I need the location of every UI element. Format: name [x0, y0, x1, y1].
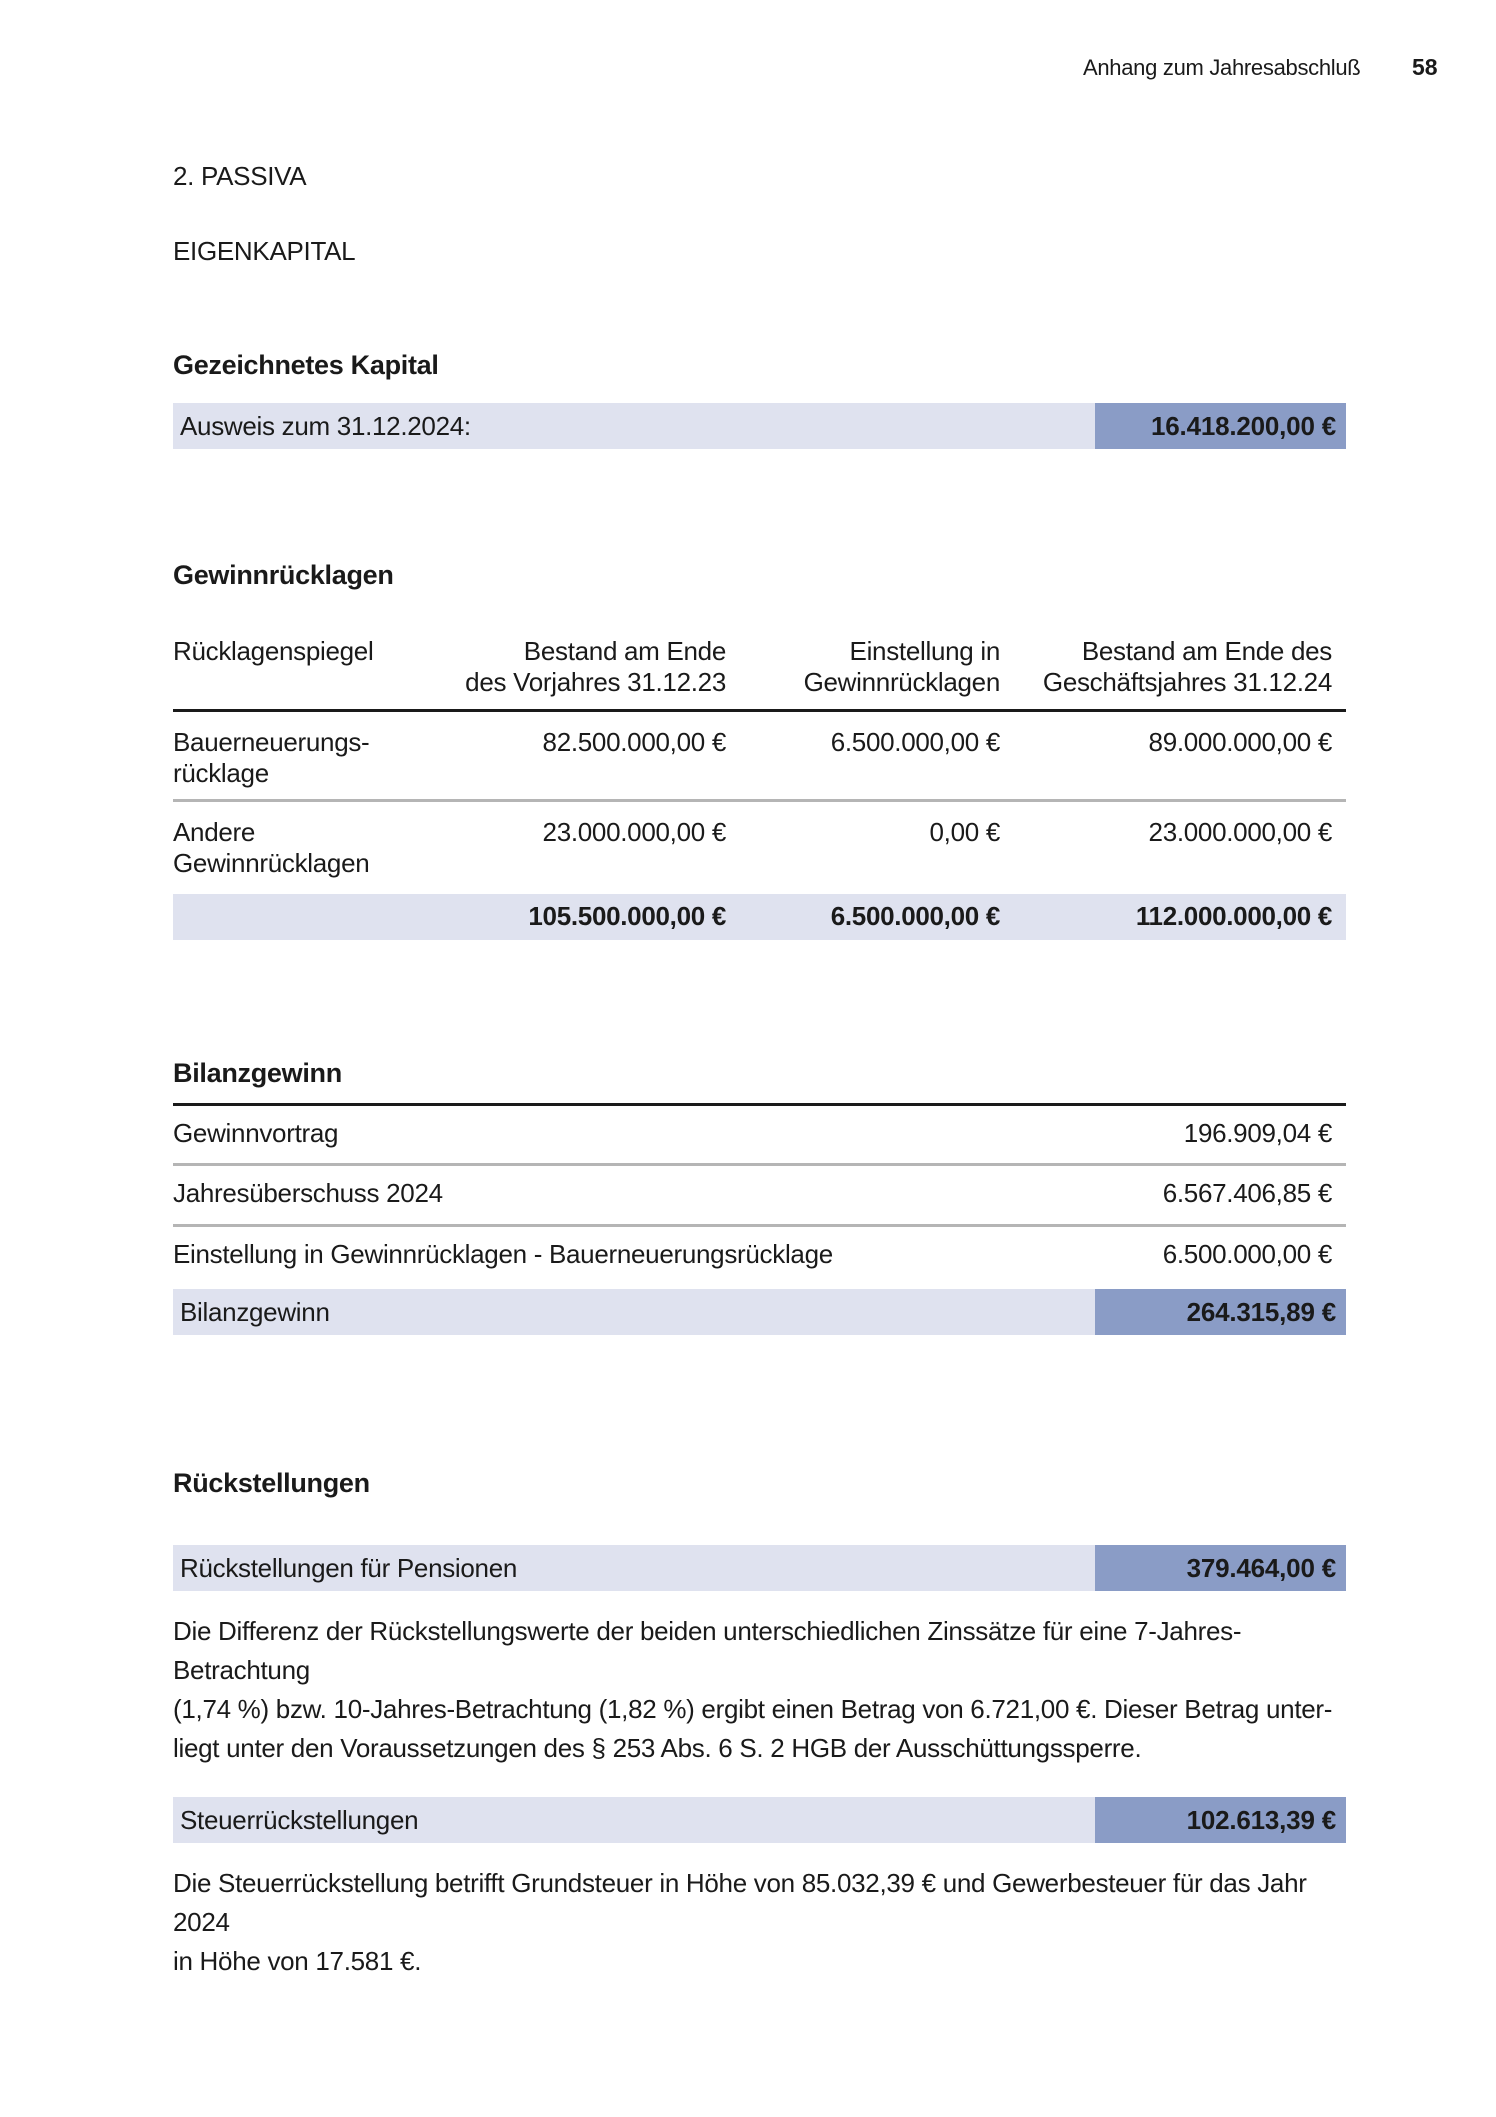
total-end: 112.000.000,00 € [1135, 901, 1332, 931]
row-label: Gewinnvortrag [173, 1118, 339, 1148]
row-label: Andere Gewinnrücklagen [173, 817, 370, 878]
col-header-ruecklagenspiegel: Rücklagenspiegel [173, 636, 374, 666]
pensionen-label: Rückstellungen für Pensionen [180, 1553, 518, 1583]
gezeichnetes-kapital-title: Gezeichnetes Kapital [173, 350, 439, 380]
pensionen-explanation: Die Differenz der Rückstellungswerte der beiden unterschiedlichen Zinssätze für eine 7-Jahres-Betrachtung (1,74 %) bzw. 10-Jahres-Betrachtung (1,82 %) ergibt einen Betrag von 6.721,00 €. Dieser Betrag unter- liegt unter den Voraussetzungen des § 253 Abs. 6 S. 2 HGB der Ausschüttungssperre. [173, 1616, 1333, 1763]
bilanzgewinn-top-rule [173, 1103, 1346, 1106]
section-subheading: EIGENKAPITAL [173, 236, 356, 266]
steuer-value: 102.613,39 € [1186, 1805, 1336, 1835]
pensionen-value: 379.464,00 € [1186, 1553, 1336, 1583]
rueckstellungen-title: Rückstellungen [173, 1468, 370, 1498]
row-value: 6.567.406,85 € [1162, 1178, 1332, 1208]
total-prev: 105.500.000,00 € [528, 901, 726, 931]
row-prev: 82.500.000,00 € [542, 727, 726, 757]
bilanzgewinn-total-label: Bilanzgewinn [180, 1297, 330, 1327]
bilanzgewinn-total-bar [173, 1289, 1346, 1335]
steuer-label: Steuerrückstellungen [180, 1805, 419, 1835]
row-label: Jahresüberschuss 2024 [173, 1178, 443, 1208]
row-divider [173, 1224, 1346, 1227]
gezeichnetes-kapital-bar [173, 403, 1346, 449]
gezeichnetes-kapital-value-box [1095, 403, 1346, 449]
section-heading: 2. PASSIVA [173, 161, 307, 191]
bilanzgewinn-title: Bilanzgewinn [173, 1058, 342, 1088]
running-header-title: Anhang zum Jahresabschluß [1083, 55, 1361, 80]
row-value: 6.500.000,00 € [1162, 1239, 1332, 1269]
gewinnruecklagen-title: Gewinnrücklagen [173, 560, 394, 590]
steuer-value-box [1095, 1797, 1346, 1843]
col-header-einstellung: Einstellung in Gewinnrücklagen [803, 636, 1000, 697]
row-label: Einstellung in Gewinnrücklagen - Bauerneuerungsrücklage [173, 1239, 833, 1269]
bilanzgewinn-total-value: 264.315,89 € [1186, 1297, 1336, 1327]
col-header-vorjahr: Bestand am Ende des Vorjahres 31.12.23 [465, 636, 726, 697]
pensionen-value-box [1095, 1545, 1346, 1591]
table-total-row [173, 894, 1346, 940]
bilanzgewinn-total-value-box [1095, 1289, 1346, 1335]
row-add: 0,00 € [929, 817, 1000, 847]
table-header-rule [173, 709, 1346, 712]
page-number: 58 [1412, 54, 1438, 80]
steuer-explanation: Die Steuerrückstellung betrifft Grundsteuer in Höhe von 85.032,39 € und Gewerbesteuer für das Jahr 2024 in Höhe von 17.581 €. [173, 1868, 1307, 1976]
gezeichnetes-kapital-label: Ausweis zum 31.12.2024: [180, 411, 471, 441]
row-add: 6.500.000,00 € [830, 727, 1000, 757]
row-prev: 23.000.000,00 € [542, 817, 726, 847]
row-divider [173, 1163, 1346, 1166]
row-end: 89.000.000,00 € [1148, 727, 1332, 757]
total-add: 6.500.000,00 € [830, 901, 1000, 931]
pensionen-bar [173, 1545, 1346, 1591]
col-header-geschaeftsjahr: Bestand am Ende des Geschäftsjahres 31.12.24 [1042, 636, 1332, 697]
row-end: 23.000.000,00 € [1148, 817, 1332, 847]
gezeichnetes-kapital-value: 16.418.200,00 € [1151, 411, 1336, 441]
row-label: Bauerneuerungs- rücklage [173, 727, 370, 788]
steuer-bar [173, 1797, 1346, 1843]
row-value: 196.909,04 € [1183, 1118, 1332, 1148]
row-divider [173, 799, 1346, 802]
